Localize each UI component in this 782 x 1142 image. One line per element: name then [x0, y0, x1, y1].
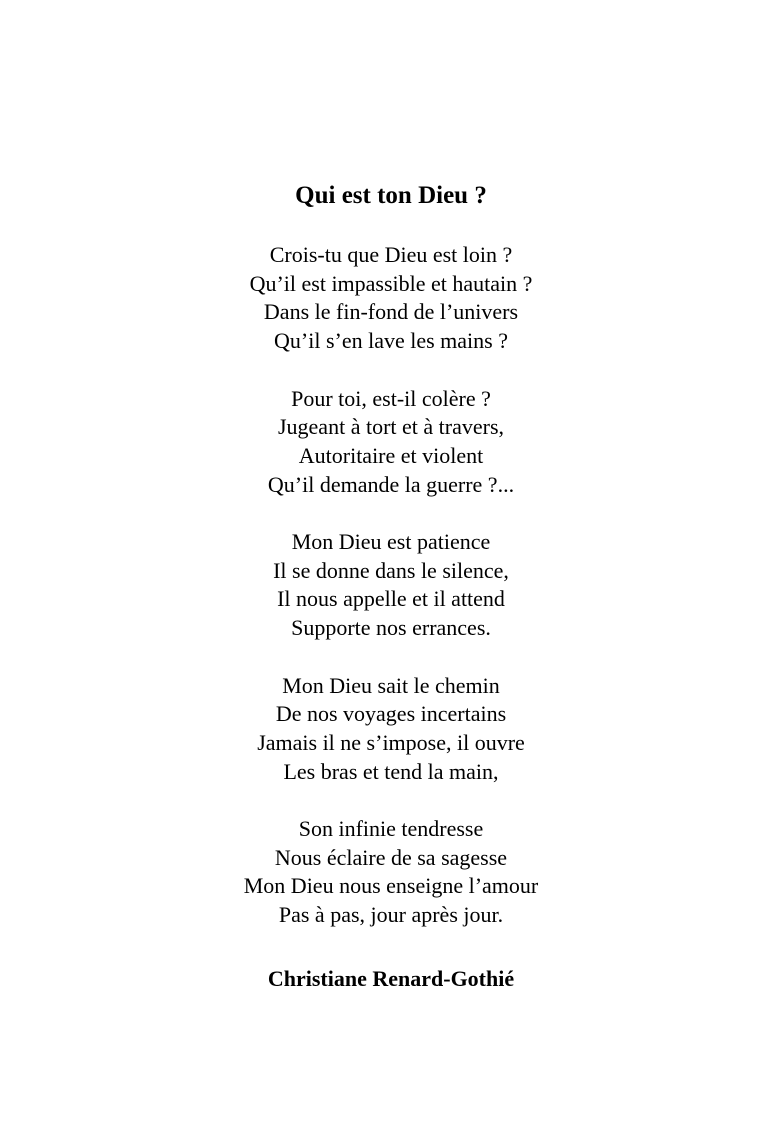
poem-line: Il nous appelle et il attend — [277, 586, 505, 612]
poem-line: Il se donne dans le silence, — [273, 557, 509, 583]
stanza-5 — [0, 815, 782, 930]
poem-line: Supporte nos errances. — [291, 615, 491, 641]
poem-line: Qu’il s’en lave les mains ? — [274, 328, 508, 354]
poem-line: De nos voyages incertains — [275, 701, 507, 727]
stanza-3 — [0, 528, 782, 643]
stanza-4 — [0, 672, 782, 787]
poem-title: Qui est ton Dieu ? — [295, 182, 487, 209]
poem-line: Les bras et tend la main, — [283, 758, 499, 784]
poem-author: Christiane Renard-Gothié — [267, 966, 515, 991]
stanza-2 — [0, 385, 782, 500]
poem-line: Pas à pas, jour après jour. — [278, 902, 504, 928]
poem-line: Dans le fin-fond de l’univers — [263, 299, 519, 325]
poem-line: Autoritaire et violent — [298, 442, 484, 468]
stanza-1 — [0, 241, 782, 356]
poem-line: Mon Dieu est patience — [291, 529, 491, 554]
poem-body — [0, 241, 782, 959]
poem-line: Qu’il demande la guerre ?... — [267, 471, 515, 497]
poem-line: Mon Dieu sait le chemin — [282, 672, 500, 698]
poem-line: Qu’il est impassible et hautain ? — [249, 270, 533, 296]
poem-line: Nous éclaire de sa sagesse — [274, 844, 508, 870]
poem-line: Pour toi, est-il colère ? — [291, 385, 491, 411]
poem-line: Son infinie tendresse — [298, 816, 484, 841]
poem-line: Jamais il ne s’impose, il ouvre — [257, 729, 525, 755]
poem-line: Jugeant à tort et à travers, — [277, 414, 504, 440]
poem-line: Mon Dieu nous enseigne l’amour — [243, 873, 539, 899]
poem-line: Crois-tu que Dieu est loin ? — [269, 242, 513, 267]
